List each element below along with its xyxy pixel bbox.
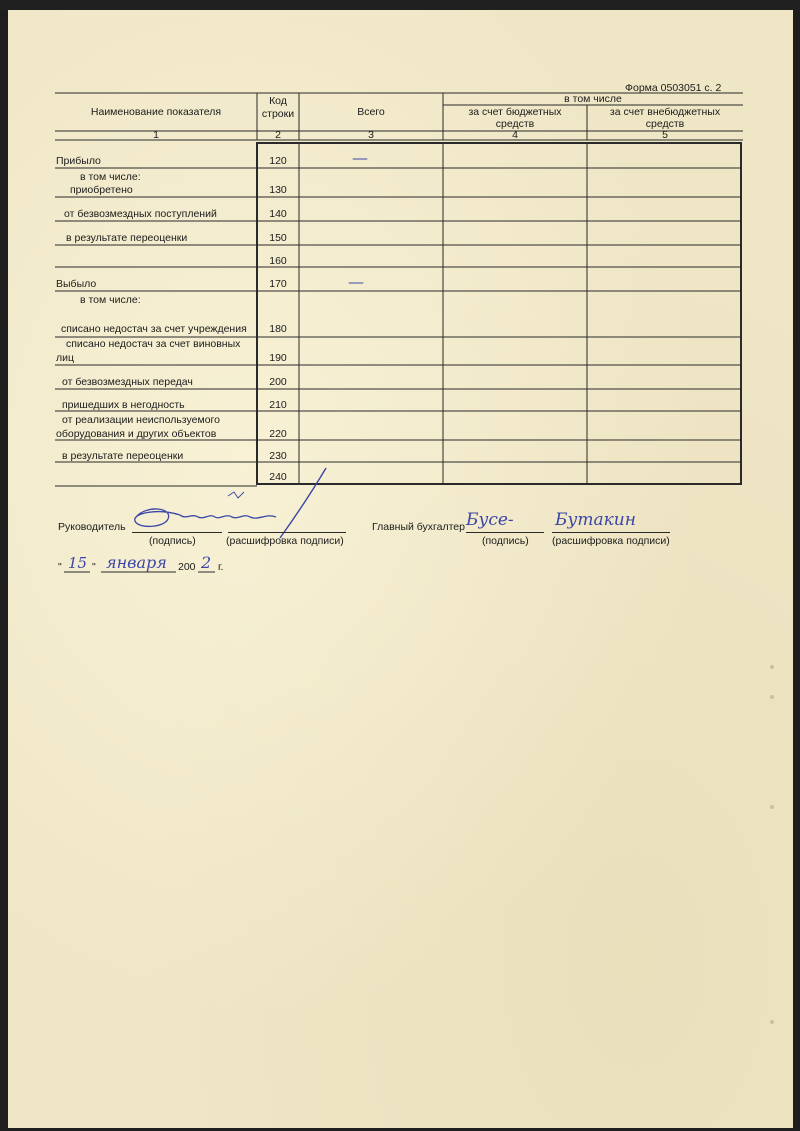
row-code: 150 [269, 232, 287, 244]
row-code: 160 [269, 255, 287, 267]
punch-mark [770, 805, 774, 809]
header-total: Всего [357, 106, 385, 118]
row-label-line2: приобретено [70, 184, 133, 196]
head-sign-caption: (подпись) [149, 535, 196, 547]
row-label-line2: лиц [56, 352, 75, 364]
row-label-line1: от реализации неиспользуемого [62, 414, 220, 426]
row-code: 130 [269, 184, 287, 196]
row-code: 240 [269, 471, 287, 483]
row-code: 180 [269, 323, 287, 335]
chief-label: Главный бухгалтер [372, 521, 465, 533]
row-total-dash: — [348, 272, 364, 291]
row-label-line1: в том числе: [80, 294, 141, 306]
header-budget-line2: средств [495, 118, 535, 130]
chief-decode-line [552, 532, 670, 533]
row-label: Выбыло [56, 278, 97, 290]
date-year-unit: г. [218, 561, 224, 573]
row-code: 170 [269, 278, 287, 290]
row-label: в результате переоценки [62, 450, 184, 462]
row-label-line2: оборудования и других объектов [56, 428, 217, 440]
chief-signature: Бусе- [466, 510, 514, 530]
row-code: 210 [269, 399, 287, 411]
date-month: января [106, 553, 167, 572]
row-label: Прибыло [56, 155, 101, 167]
chief-decode-caption: (расшифровка подписи) [552, 535, 670, 547]
row-label: пришедших в негодность [62, 399, 185, 411]
form-reference: Форма 0503051 с. 2 [625, 82, 722, 94]
punch-mark [770, 665, 774, 669]
date-quote-open: " [58, 561, 62, 573]
column-number-5: 5 [662, 129, 668, 141]
row-label: от безвозмездных передач [62, 376, 193, 388]
chief-decode-handwritten: Бутакин [555, 510, 636, 530]
row-code: 120 [269, 155, 287, 167]
scanner-edge [0, 0, 800, 10]
header-including: в том числе [564, 93, 622, 105]
row-code: 220 [269, 428, 287, 440]
column-number-2: 2 [275, 129, 281, 141]
head-label: Руководитель [58, 521, 126, 533]
head-decode-caption: (расшифровка подписи) [226, 535, 344, 547]
punch-mark [770, 695, 774, 699]
row-label-line1: в том числе: [80, 171, 141, 183]
row-code: 230 [269, 450, 287, 462]
column-number-1: 1 [153, 129, 159, 141]
chief-sign-line [466, 532, 544, 533]
row-label-line1: списано недостач за счет виновных [66, 338, 241, 350]
header-extrabudget-line1: за счет внебюджетных [609, 106, 721, 118]
row-code: 200 [269, 376, 287, 388]
row-code: 140 [269, 208, 287, 220]
row-total-dash: — [352, 148, 368, 167]
row-label: от безвозмездных поступлений [64, 208, 217, 220]
head-sign-line [132, 532, 222, 533]
header-name: Наименование показателя [90, 106, 222, 118]
date-day: 15 [68, 554, 88, 572]
date-year-prefix: 200 [178, 561, 196, 573]
header-code-line2: строки [261, 108, 295, 120]
header-extrabudget-line2: средств [645, 118, 685, 130]
column-number-3: 3 [368, 129, 374, 141]
row-label: в результате переоценки [66, 232, 188, 244]
document-page [8, 10, 793, 1128]
row-label-line2: списано недостач за счет учреждения [61, 323, 247, 335]
row-code: 190 [269, 352, 287, 364]
header-budget-line1: за счет бюджетных [468, 106, 562, 118]
punch-mark [770, 1020, 774, 1024]
header-code-line1: Код [269, 95, 287, 107]
chief-sign-caption: (подпись) [482, 535, 529, 547]
head-decode-line [228, 532, 346, 533]
column-number-4: 4 [512, 129, 518, 141]
date-quote-close: " [92, 561, 96, 573]
date-year-suffix: 2 [201, 553, 212, 572]
